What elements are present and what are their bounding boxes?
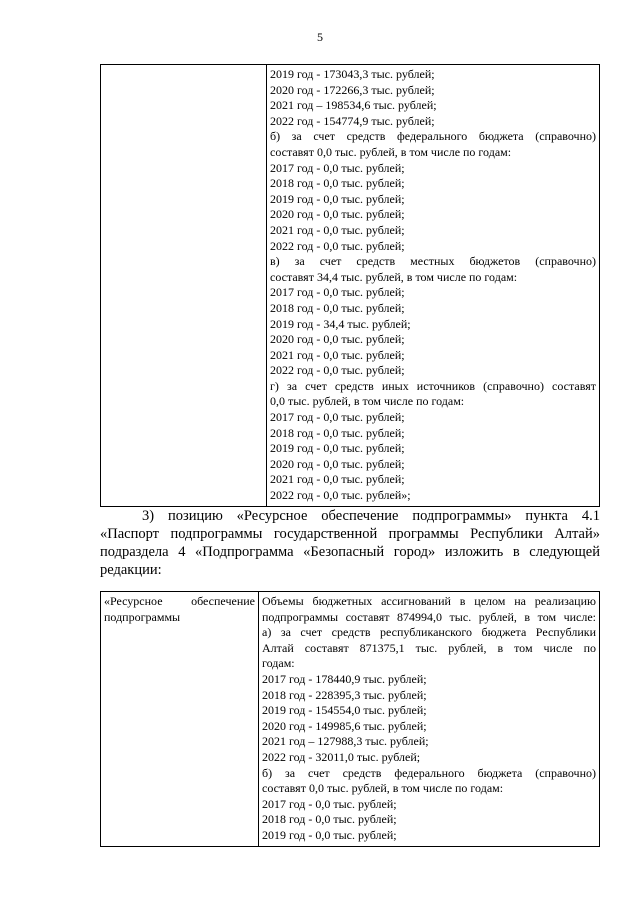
paragraph-line: редакции: xyxy=(100,562,162,578)
table-row xyxy=(101,65,600,507)
text-line: 2020 год - 0,0 тыс. рублей; xyxy=(270,456,405,471)
text-line: 2019 год - 34,4 тыс. рублей; xyxy=(270,316,411,331)
text-line: а) за счет средств республиканского бюджета Республики xyxy=(262,625,596,640)
text-line: 2020 год - 172266,3 тыс. рублей; xyxy=(270,82,435,97)
page-number: 5 xyxy=(317,30,323,44)
text-line: 2018 год - 0,0 тыс. рублей; xyxy=(262,812,397,827)
text-line: 2022 год - 0,0 тыс. рублей; xyxy=(270,238,405,253)
text-line: 2017 год - 0,0 тыс. рублей; xyxy=(270,285,405,300)
text-line: 2017 год - 0,0 тыс. рублей; xyxy=(262,796,397,811)
text-line: г) за счет средств иных источников (справочно) составят xyxy=(270,378,596,393)
text-line: 2019 год - 154554,0 тыс. рублей; xyxy=(262,703,427,718)
funding-table-continued xyxy=(100,64,600,507)
text-line: 2018 год - 0,0 тыс. рублей; xyxy=(270,425,405,440)
text-line: 2017 год - 0,0 тыс. рублей; xyxy=(270,410,405,425)
text-line: 2019 год - 0,0 тыс. рублей; xyxy=(270,191,405,206)
table-cell-funding-details xyxy=(259,592,600,847)
table-cell-funding-details xyxy=(267,65,600,507)
paragraph-line: подраздела 4 «Подпрограмма «Безопасный город» изложить в следующей xyxy=(100,544,600,560)
paragraph-line: «Паспорт подпрограммы государственной программы Республики Алтай» xyxy=(100,526,600,542)
text-line: подпрограммы составят 874994,0 тыс. рублей, в том числе: xyxy=(262,609,596,624)
text-line: годам: xyxy=(262,656,295,671)
text-line: 2021 год – 198534,6 тыс. рублей; xyxy=(270,98,437,113)
text-line: 2018 год - 0,0 тыс. рублей; xyxy=(270,176,405,191)
text-line: 2019 год - 0,0 тыс. рублей; xyxy=(270,441,405,456)
table-cell-label xyxy=(101,592,259,847)
text-line: 2020 год - 0,0 тыс. рублей; xyxy=(270,207,405,222)
text-line: 2019 год - 173043,3 тыс. рублей; xyxy=(270,67,435,81)
text-line: 2022 год - 0,0 тыс. рублей»; xyxy=(270,488,411,503)
text-line: 2021 год - 0,0 тыс. рублей; xyxy=(270,347,405,362)
text-line: 2017 год - 178440,9 тыс. рублей; xyxy=(262,671,427,686)
text-line: б) за счет средств федерального бюджета (справочно) xyxy=(262,765,596,780)
resource-provision-table xyxy=(100,591,600,847)
text-line: 2021 год - 0,0 тыс. рублей; xyxy=(270,222,405,237)
text-line: 2021 год - 0,0 тыс. рублей; xyxy=(270,472,405,487)
text-line: Объемы бюджетных ассигнований в целом на реализацию xyxy=(262,594,596,608)
paragraph-line: 3) позицию «Ресурсное обеспечение подпрограммы» пункта 4.1 xyxy=(142,508,600,524)
text-line: составят 0,0 тыс. рублей, в том числе по годам: xyxy=(262,781,504,796)
text-line: 2022 год - 154774,9 тыс. рублей; xyxy=(270,113,435,128)
text-line: 2020 год - 0,0 тыс. рублей; xyxy=(270,332,405,347)
text-line: 2019 год - 0,0 тыс. рублей; xyxy=(262,827,397,842)
text-line: «Ресурсное обеспечение xyxy=(104,594,255,608)
text-line: подпрограммы xyxy=(104,609,181,624)
text-line: Алтай составят 871375,1 тыс. рублей, в том числе по xyxy=(262,640,596,655)
text-line: составят 34,4 тыс. рублей, в том числе по годам: xyxy=(270,269,518,284)
text-line: 2018 год - 228395,3 тыс. рублей; xyxy=(262,687,427,702)
text-line: 2020 год - 149985,6 тыс. рублей; xyxy=(262,718,427,733)
text-line: 0,0 тыс. рублей, в том числе по годам: xyxy=(270,394,465,409)
text-line: 2021 год – 127988,3 тыс. рублей; xyxy=(262,734,429,749)
text-line: б) за счет средств федерального бюджета (справочно) xyxy=(270,129,596,144)
text-line: 2022 год - 0,0 тыс. рублей; xyxy=(270,363,405,378)
text-line: в) за счет средств местных бюджетов (справочно) xyxy=(270,254,596,269)
text-line: 2022 год - 32011,0 тыс. рублей; xyxy=(262,749,421,764)
text-line: составят 0,0 тыс. рублей, в том числе по годам: xyxy=(270,144,512,159)
table-cell-label xyxy=(101,65,267,507)
amendment-paragraph xyxy=(100,507,600,579)
table-row xyxy=(101,592,600,847)
text-line: 2017 год - 0,0 тыс. рублей; xyxy=(270,160,405,175)
text-line: 2018 год - 0,0 тыс. рублей; xyxy=(270,300,405,315)
